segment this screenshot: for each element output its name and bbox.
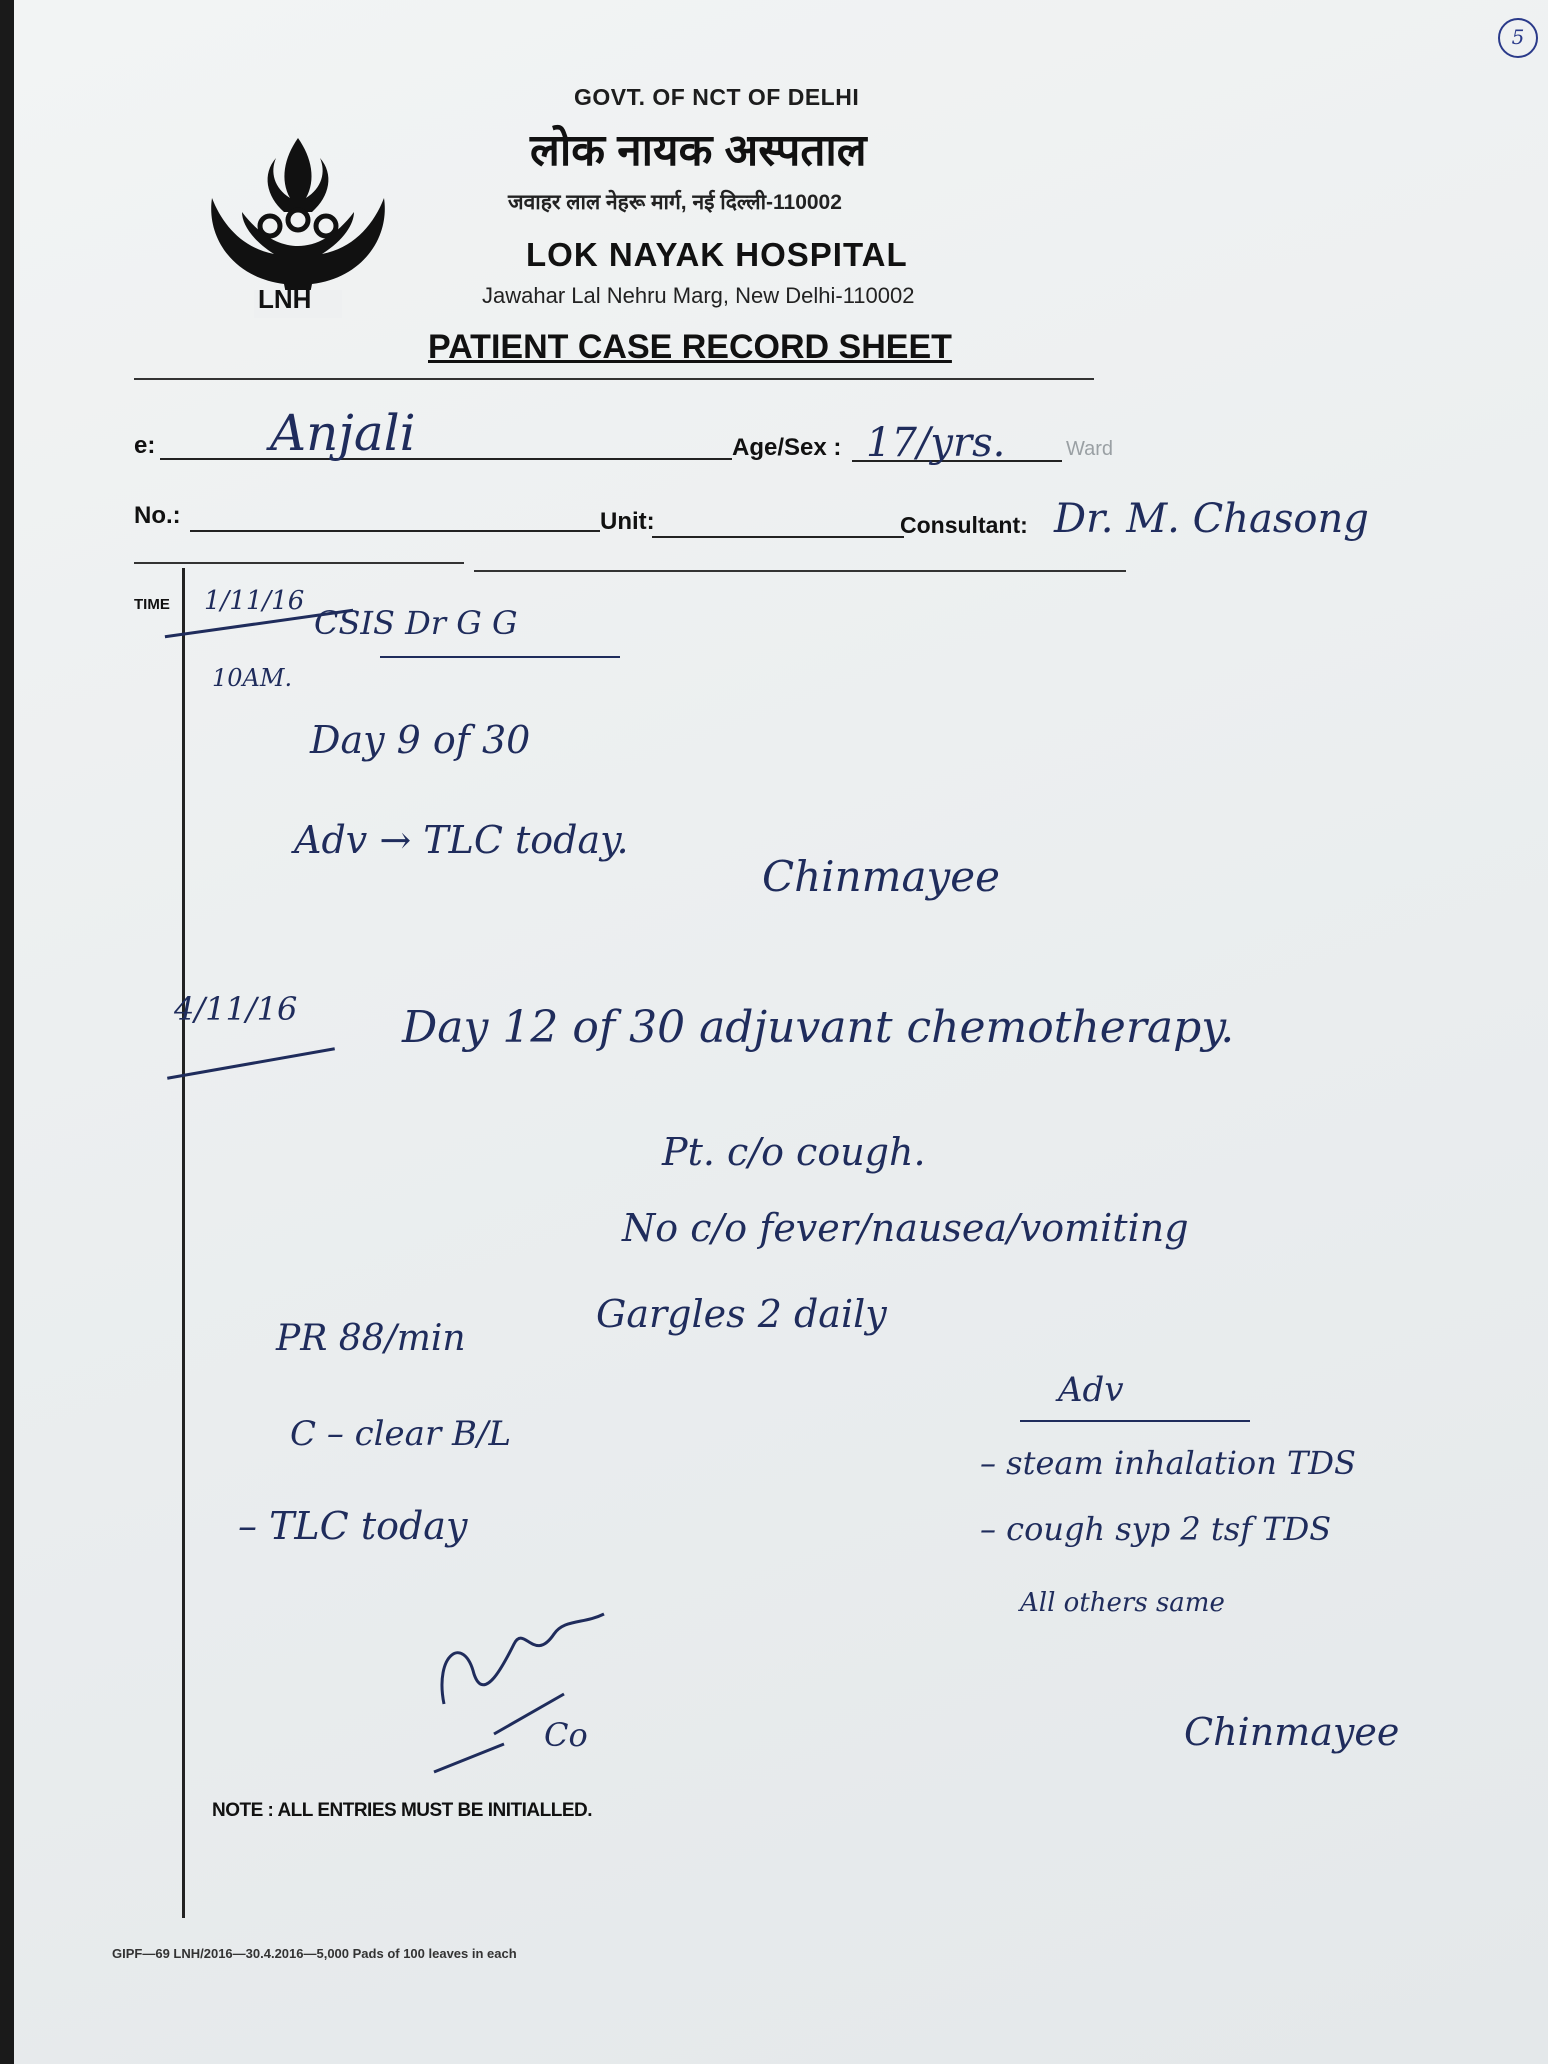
page-number: 5 — [1498, 18, 1538, 58]
advice-item-steam: – steam inhalation TDS — [980, 1444, 1356, 1482]
header-rule — [134, 378, 1094, 380]
hindi-title: लोक नायक अस्पताल — [530, 126, 867, 175]
time-column-line — [182, 568, 185, 1918]
entry2-gargles: Gargles 2 daily — [596, 1292, 887, 1336]
entry2-date-underline — [167, 1047, 335, 1079]
patient-name: Anjali — [270, 404, 416, 462]
advice-underline — [1020, 1420, 1250, 1422]
entry2-day: Day 12 of 30 adjuvant chemotherapy. — [402, 1002, 1235, 1053]
print-footer: GIPF—69 LNH/2016—30.4.2016—5,000 Pads of 100 leaves in each — [112, 1946, 517, 1961]
rule-left — [134, 562, 464, 564]
unit-label: Unit: — [600, 508, 655, 535]
rule-right — [474, 570, 1126, 572]
ward-label: Ward — [1066, 438, 1114, 460]
advice-heading: Adv — [1058, 1370, 1124, 1410]
hospital-address: Jawahar Lal Nehru Marg, New Delhi-110002 — [482, 283, 915, 308]
unit-line — [652, 536, 904, 538]
entry1-signature: Chinmayee — [762, 852, 1000, 901]
advice-item-cough-syrup: – cough syp 2 tsf TDS — [980, 1510, 1332, 1548]
name-label: e: — [134, 432, 156, 459]
no-line — [190, 530, 600, 532]
consultant-label: Consultant: — [900, 512, 1028, 538]
record-sheet — [14, 0, 1548, 2064]
logo-text: LNH — [258, 284, 312, 314]
no-label: No.: — [134, 502, 181, 529]
entry2-signature: Chinmayee — [1184, 1710, 1400, 1754]
age-sex-value: 17/yrs. — [866, 420, 1006, 466]
entry2-negatives: No c/o fever/nausea/vomiting — [622, 1206, 1189, 1250]
entry2-tlc: – TLC today — [238, 1504, 468, 1548]
entry1-time: 10AM. — [212, 664, 293, 692]
hindi-address: जवाहर लाल नेहरू मार्ग, नई दिल्ली-110002 — [508, 191, 842, 214]
advice-item-others: All others same — [1020, 1588, 1225, 1618]
entry1-header: CSIS Dr G G — [314, 604, 518, 642]
entry2-pulse: PR 88/min — [276, 1318, 466, 1359]
time-label: TIME — [134, 596, 170, 613]
govt-line: GOVT. OF NCT OF DELHI — [574, 84, 860, 110]
entry2-chest: C – clear B/L — [290, 1414, 512, 1454]
entry1-advice: Adv → TLC today. — [294, 818, 629, 862]
hospital-name: LOK NAYAK HOSPITAL — [526, 236, 908, 273]
consultant-value: Dr. M. Chasong — [1054, 496, 1369, 542]
entry2-date: 4/11/16 — [174, 990, 298, 1028]
entry1-header-underline — [380, 656, 620, 658]
entry1-date: 1/11/16 — [204, 586, 305, 616]
age-sex-label: Age/Sex : — [732, 434, 842, 461]
entry2-initials: Co — [544, 1716, 588, 1754]
note-initialled: NOTE : ALL ENTRIES MUST BE INITIALLED. — [212, 1800, 592, 1821]
sheet-title: PATIENT CASE RECORD SHEET — [428, 328, 952, 366]
entry2-complaint: Pt. c/o cough. — [662, 1130, 926, 1174]
entry1-day: Day 9 of 30 — [310, 718, 531, 762]
name-line — [160, 458, 732, 460]
